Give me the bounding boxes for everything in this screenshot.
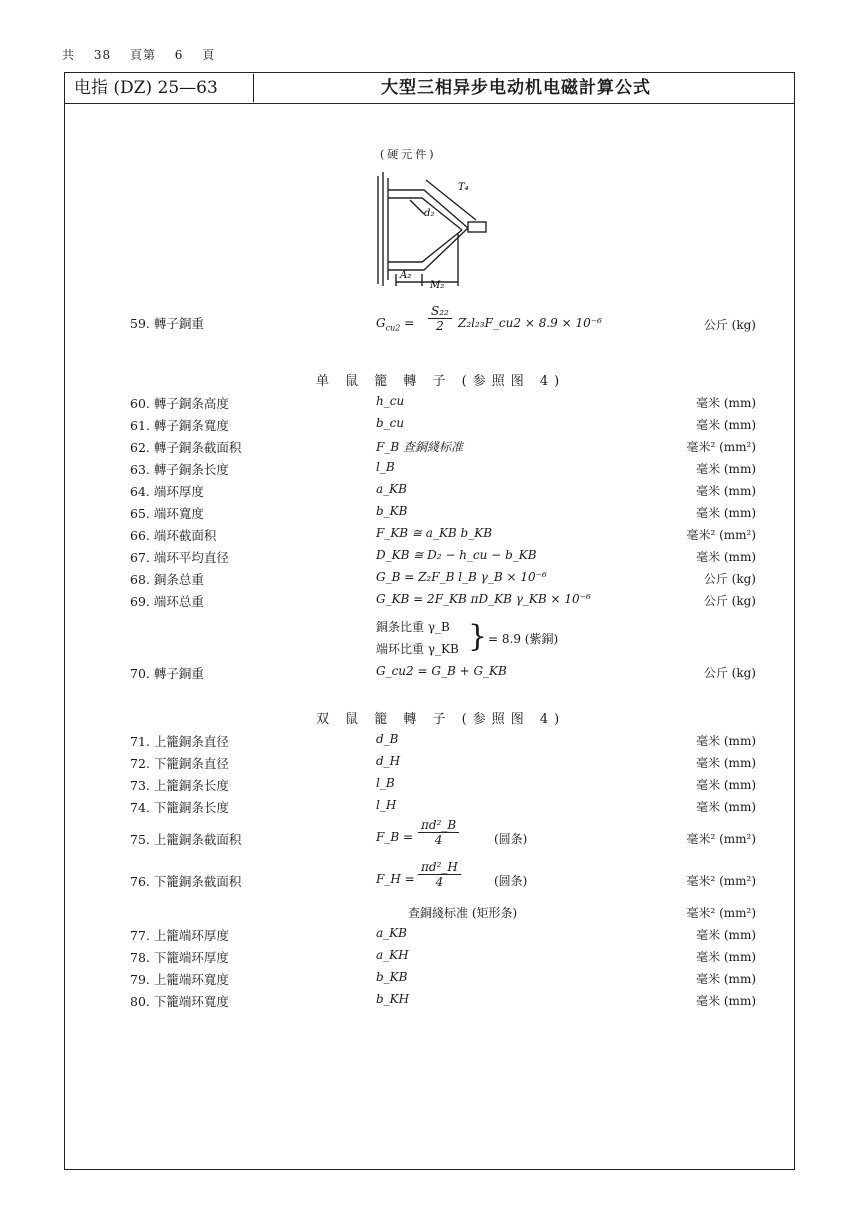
item-unit: 毫米² (mm²) — [686, 874, 756, 888]
item-label: 74. 下籠銅条长度 — [130, 800, 229, 815]
page-total-label: 共 — [62, 48, 76, 62]
item-67 — [0, 548, 868, 568]
item-unit: 公斤 (kg) — [703, 666, 756, 680]
item-label: 80. 下籠端环寬度 — [130, 994, 229, 1009]
fraction-numerator: S₂₂ — [428, 304, 452, 319]
item-label: 76. 下籠銅条截面积 — [130, 874, 242, 889]
item-label: 73. 上籠銅条长度 — [130, 778, 229, 793]
page-word-end: 頁 — [202, 48, 216, 62]
item-label: 65. 端环寬度 — [130, 506, 204, 521]
page-number: 6 — [174, 48, 184, 62]
item-59-tail: Z₂l₂₃F_cu2 × 8.9 × 10⁻⁶ — [458, 316, 602, 330]
item-unit: 毫米 (mm) — [696, 484, 756, 498]
end-ring-figure — [366, 168, 496, 290]
item-label: 60. 轉子銅条高度 — [130, 396, 229, 411]
item-unit: 毫米 (mm) — [696, 994, 756, 1008]
item-61 — [0, 416, 868, 436]
item-formula: b_KB — [376, 970, 408, 984]
item-63 — [0, 460, 868, 480]
item-unit: 毫米 (mm) — [696, 778, 756, 792]
item-formula: b_KH — [376, 992, 410, 1006]
item-formula: l_H — [376, 798, 397, 812]
item-formula: a_KH — [376, 948, 409, 962]
item-formula: G_cu2 = G_B + G_KB — [376, 664, 507, 678]
item-76-lhs: F_H = — [376, 872, 415, 886]
fraction-numerator: πd²_H — [418, 860, 461, 875]
fraction-denominator: 4 — [435, 875, 444, 889]
item-label: 61. 轉子銅条寬度 — [130, 418, 229, 433]
item-formula: G_KB = 2F_KB πD_KB γ_KB × 10⁻⁶ — [376, 592, 591, 606]
item-75-note: (圆条) — [494, 832, 528, 846]
item-formula: b_cu — [376, 416, 405, 430]
brace-glyph: } — [468, 619, 488, 654]
item-label: 62. 轉子銅条截面积 — [130, 440, 242, 455]
item-formula: l_B — [376, 460, 395, 474]
item-79 — [0, 970, 868, 990]
item-59 — [0, 304, 868, 334]
density-note-line2: 端环比重 γ_KB — [376, 642, 459, 656]
item-75-fraction — [418, 818, 459, 847]
item-label: 79. 上籠端环寬度 — [130, 972, 229, 987]
fraction-denominator: 4 — [434, 833, 443, 847]
item-76 — [0, 860, 868, 892]
item-formula: F_KB ≅ a_KB b_KB — [376, 526, 493, 540]
item-76-note: (圆条) — [494, 874, 528, 888]
item-unit: 毫米 (mm) — [696, 734, 756, 748]
item-label: 63. 轉子銅条长度 — [130, 462, 229, 477]
item-unit: 毫米 (mm) — [696, 506, 756, 520]
rect-bar-note — [0, 904, 868, 924]
figure-caption: (硬元件) — [380, 148, 437, 161]
formula-symbol: G — [376, 316, 386, 330]
item-formula: h_cu — [376, 394, 405, 408]
item-72 — [0, 754, 868, 774]
fraction-numerator: πd²_B — [418, 818, 459, 833]
item-70 — [0, 664, 868, 684]
item-59-fraction — [428, 304, 452, 333]
item-unit: 毫米² (mm²) — [686, 528, 756, 542]
item-74 — [0, 798, 868, 818]
item-unit: 毫米 (mm) — [696, 462, 756, 476]
item-68 — [0, 570, 868, 590]
item-77 — [0, 926, 868, 946]
item-62 — [0, 438, 868, 458]
item-64 — [0, 482, 868, 502]
item-formula: a_KB — [376, 926, 407, 940]
item-unit: 公斤 (kg) — [703, 572, 756, 586]
item-unit: 毫米 (mm) — [696, 550, 756, 564]
item-unit: 毫米 (mm) — [696, 756, 756, 770]
item-unit: 毫米² (mm²) — [686, 440, 756, 454]
item-unit: 毫米 (mm) — [696, 396, 756, 410]
item-label: 75. 上籠銅条截面积 — [130, 832, 242, 847]
item-unit: 毫米 (mm) — [696, 800, 756, 814]
item-label: 67. 端环平均直径 — [130, 550, 229, 565]
item-formula: G_B = Z₂F_B l_B γ_B × 10⁻⁶ — [376, 570, 547, 584]
figure-label-d: d₂ — [424, 208, 435, 219]
item-73 — [0, 776, 868, 796]
item-formula: d_B — [376, 732, 399, 746]
item-formula: l_B — [376, 776, 395, 790]
section-single-cage-title: 单 鼠 籠 轉 子 (参照图 4) — [316, 374, 566, 389]
item-formula: b_KB — [376, 504, 408, 518]
figure-label-a: A₂ — [400, 270, 412, 281]
item-formula: F_B 查銅綫标准 — [376, 440, 463, 454]
page-word: 頁第 — [129, 48, 156, 62]
figure-label-t: T₄ — [458, 182, 469, 193]
item-formula: D_KB ≅ D₂ − h_cu − b_KB — [376, 548, 537, 562]
item-unit: 毫米² (mm²) — [686, 832, 756, 846]
item-label: 59. 轉子銅重 — [130, 316, 204, 331]
item-75 — [0, 818, 868, 850]
item-label: 78. 下籠端环厚度 — [130, 950, 229, 965]
formula-equals: = — [404, 316, 415, 330]
item-unit: 毫米 (mm) — [696, 418, 756, 432]
item-unit: 公斤 (kg) — [703, 318, 756, 332]
item-69 — [0, 592, 868, 612]
item-59-lhs — [376, 316, 414, 332]
document-code: 电指 (DZ) 25—63 — [66, 74, 254, 102]
item-71 — [0, 732, 868, 752]
density-note-line1: 銅条比重 γ_B — [376, 620, 450, 634]
item-label: 71. 上籠銅条直径 — [130, 734, 229, 749]
item-label: 70. 轉子銅重 — [130, 666, 204, 681]
item-unit: 公斤 (kg) — [703, 594, 756, 608]
item-78 — [0, 948, 868, 968]
item-unit: 毫米 (mm) — [696, 972, 756, 986]
item-formula: d_H — [376, 754, 401, 768]
item-label: 72. 下籠銅条直径 — [130, 756, 229, 771]
item-unit: 毫米² (mm²) — [686, 906, 756, 920]
item-label: 77. 上籠端环厚度 — [130, 928, 229, 943]
item-unit: 毫米 (mm) — [696, 950, 756, 964]
figure-label-m: M₂ — [430, 280, 445, 290]
item-75-lhs: F_B = — [376, 830, 414, 844]
density-note-value: = 8.9 (紫銅) — [488, 632, 559, 646]
section-double-cage-title: 双 鼠 籠 轉 子 (参照图 4) — [316, 712, 566, 727]
item-label: 64. 端环厚度 — [130, 484, 204, 499]
item-66 — [0, 526, 868, 546]
rect-bar-note-text: 查銅綫标准 (矩形条) — [408, 906, 518, 920]
item-label: 69. 端环总重 — [130, 594, 204, 609]
item-76-fraction — [418, 860, 461, 889]
item-80 — [0, 992, 868, 1012]
formula-subscript: cu2 — [385, 323, 401, 333]
page-total-number: 38 — [93, 48, 112, 62]
document-title: 大型三相异步电动机电磁計算公式 — [381, 78, 651, 98]
item-65 — [0, 504, 868, 524]
item-label: 66. 端环截面积 — [130, 528, 217, 543]
page-info — [62, 46, 229, 63]
item-unit: 毫米 (mm) — [696, 928, 756, 942]
item-60 — [0, 394, 868, 414]
fraction-denominator: 2 — [436, 319, 444, 333]
item-label: 68. 銅条总重 — [130, 572, 204, 587]
item-formula: a_KB — [376, 482, 407, 496]
